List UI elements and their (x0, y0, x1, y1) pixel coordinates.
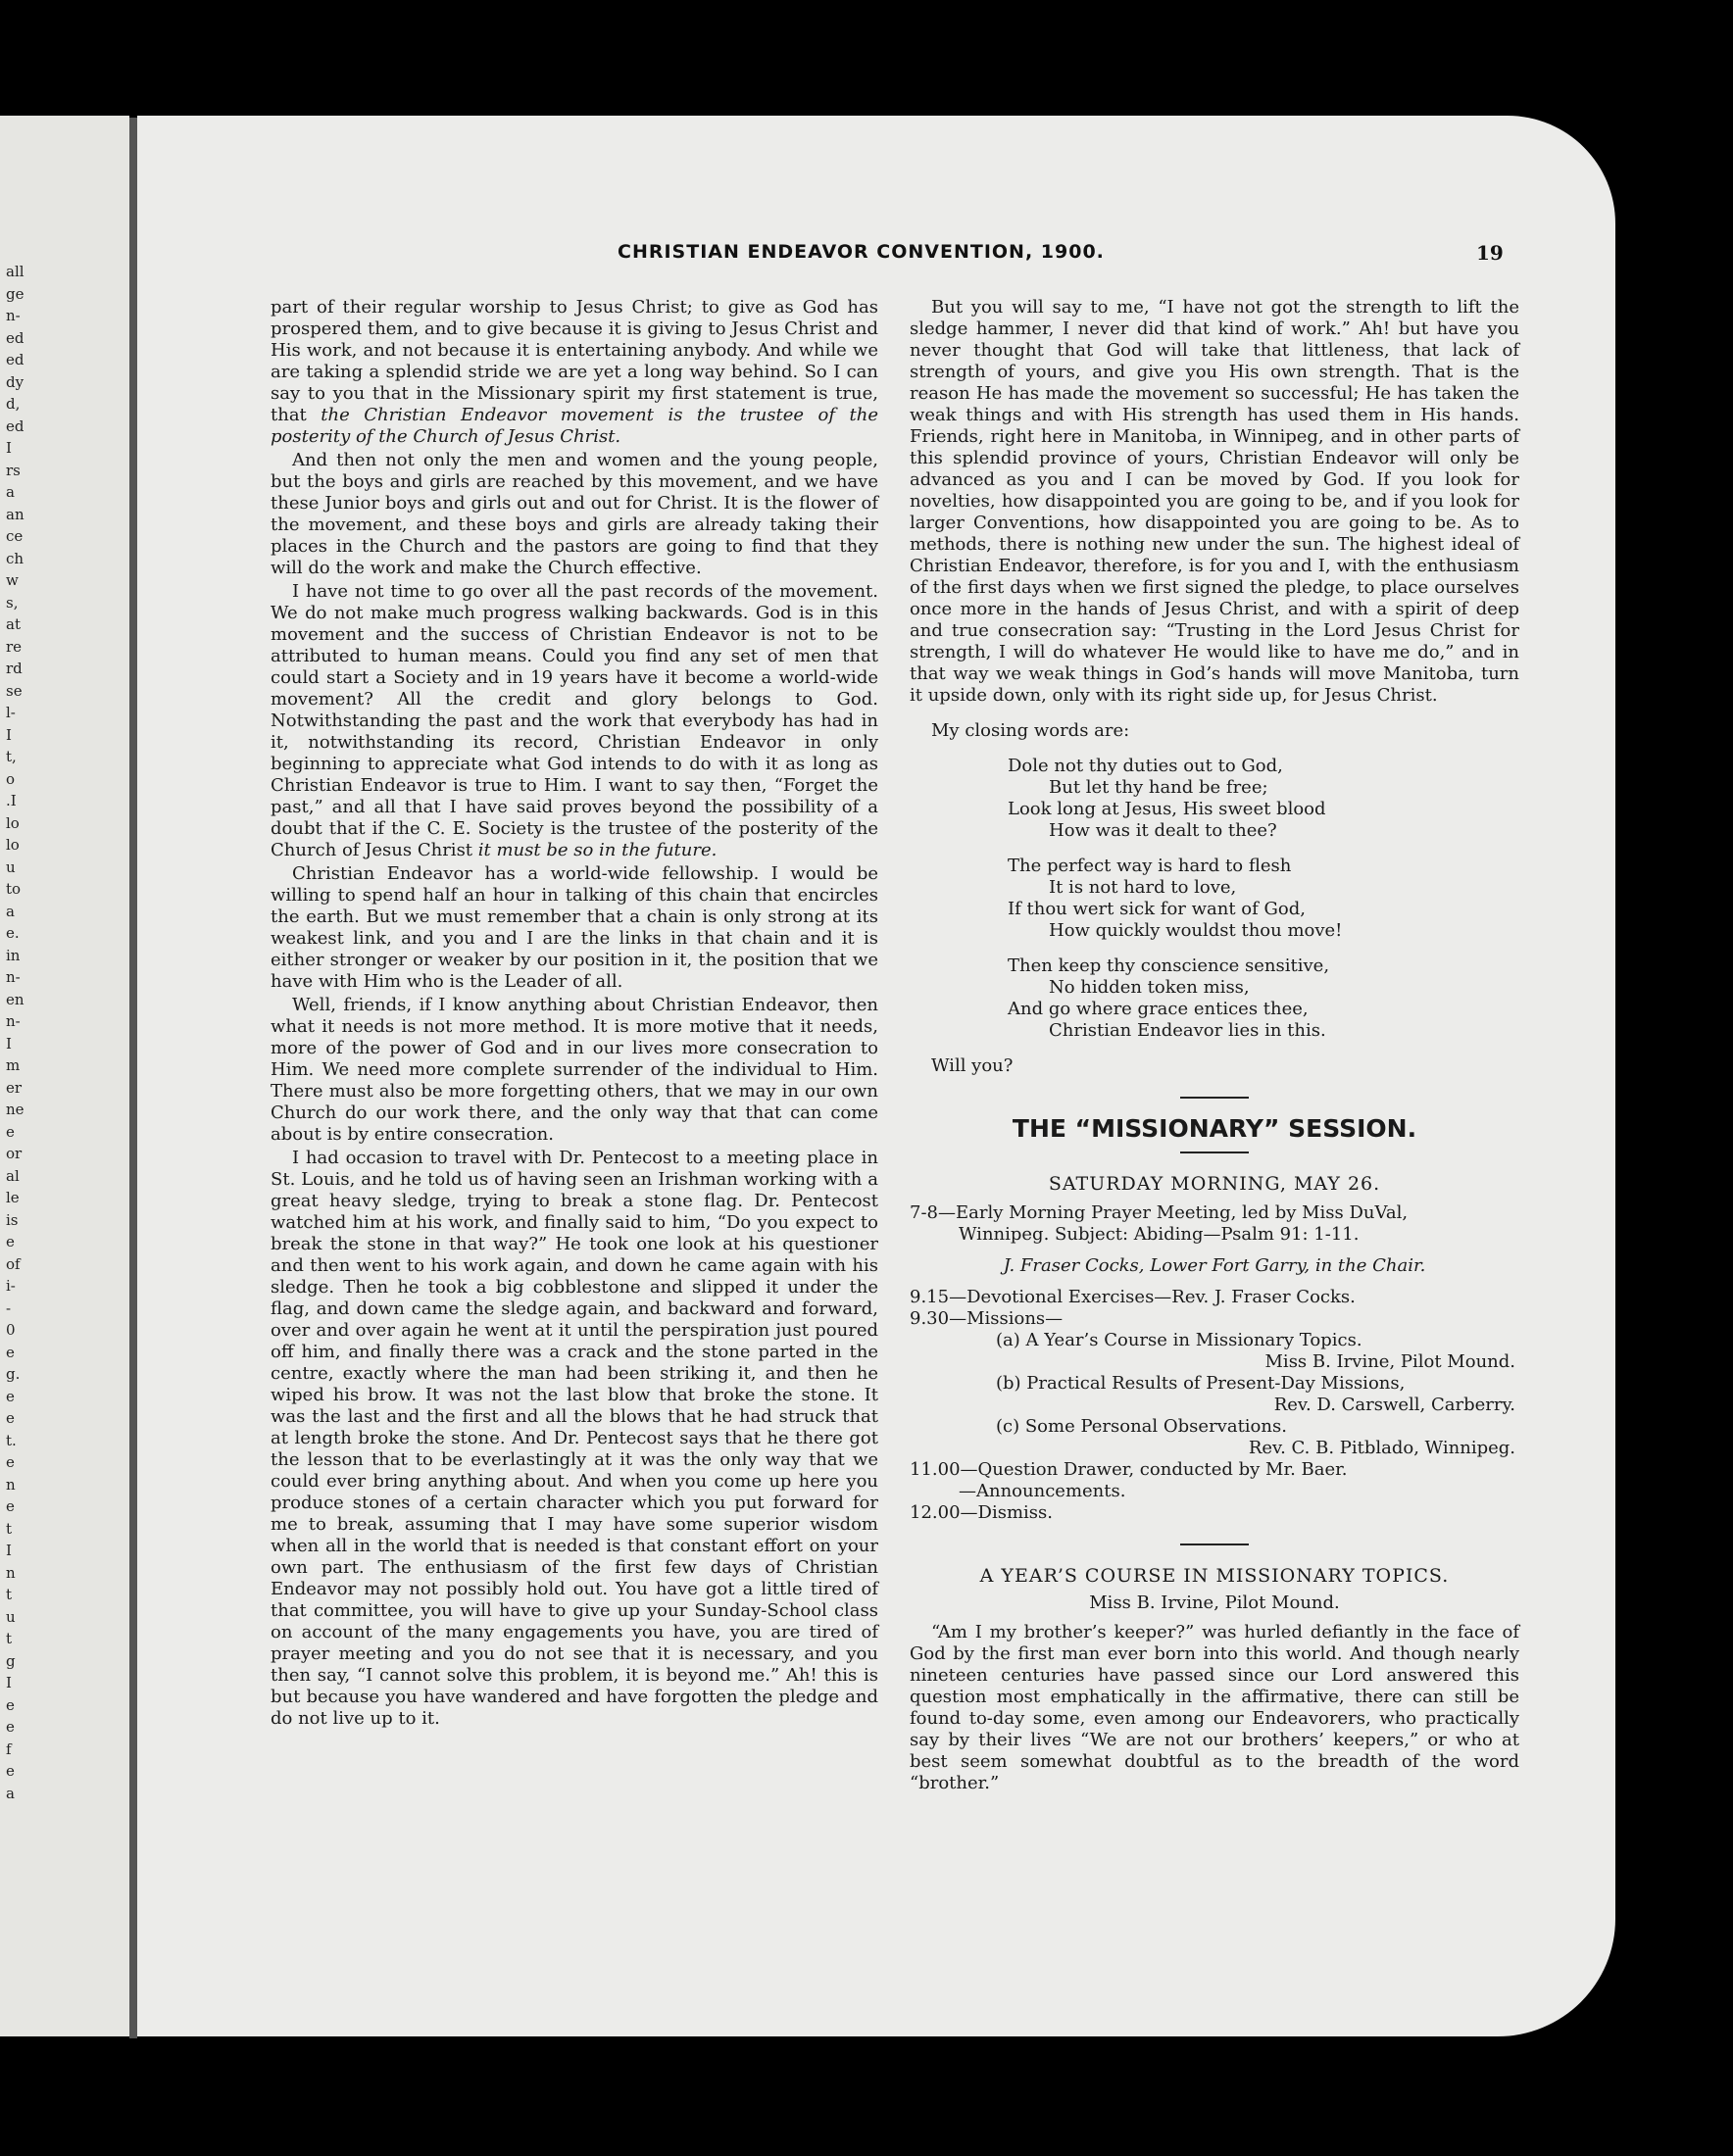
program-item: 11.00—Question Drawer, conducted by Mr. Baer. (910, 1459, 1348, 1480)
facing-page-fragment-text: ce (6, 527, 24, 545)
facing-page-fragment-text: al (6, 1166, 20, 1185)
poem-line: How quickly wouldst thou move! (1049, 920, 1343, 941)
facing-page-fragment-text: I (6, 1542, 12, 1559)
facing-page-fragment-text: o (6, 769, 16, 788)
poem-line: And go where grace entices thee, (1008, 999, 1309, 1019)
poem-stanza (1008, 756, 1519, 842)
facing-page-fragment-text: e (6, 1718, 15, 1736)
poem-line: The perfect way is hard to flesh (1008, 856, 1292, 876)
paragraph: Christian Endeavor has a world-wide fellowship. I would be willing to spend half an hour in talking of this chain that encircles the earth. But we must remember that a chain is only strong at its weakest link, and you and I are the links in that chain and it is either stronger or weaker by our position in it, the position that we have with Him who is the Leader of all. (271, 863, 878, 992)
facing-page-fragment-text: in (6, 946, 21, 964)
facing-page-fragment-text: .I (6, 792, 17, 809)
closing-line: My closing words are: (931, 720, 1130, 741)
session-title: THE “MISSIONARY” SESSION. (1012, 1114, 1417, 1143)
paragraph: part of their regular worship to Jesus Christ; to give as God has prospered them, and to give because it is giving to Jesus Christ and His work, and not because it is entertaining anybody. And while we are taking a splendid stride we are yet a long way behind. So I can say to you that in the Missionary spirit my first statement is true, that the Christian Endeavor movement is the trustee of the posterity of the Church of Jesus Christ. (271, 297, 878, 447)
program-speaker: Rev. C. B. Pitblado, Winnipeg. (1248, 1438, 1515, 1458)
facing-page-fragment-text: u (6, 1607, 16, 1626)
facing-page-fragment-text: at (6, 615, 21, 633)
facing-page-fragment-text: e (6, 1695, 15, 1714)
facing-page-fragment-text: i- (6, 1277, 16, 1295)
poem-line: Christian Endeavor lies in this. (1049, 1020, 1326, 1041)
facing-page-fragment-text: is (6, 1210, 19, 1229)
facing-page-fragment-text: n (6, 1563, 16, 1582)
facing-page-fragment-text: ge (6, 284, 25, 303)
poem-line: Look long at Jesus, His sweet blood (1008, 799, 1326, 819)
facing-page-fragment-text: dy (6, 372, 25, 391)
right-column (910, 297, 1519, 1794)
facing-page-fragment-text: e (6, 1409, 15, 1427)
facing-page-fragment-text: e (6, 1343, 15, 1361)
facing-page-fragment-text: rd (6, 660, 23, 677)
facing-page-fragment-text: u (6, 858, 16, 876)
facing-page-fragment-text: or (6, 1145, 23, 1162)
facing-page-fragment-text: t, (6, 748, 17, 765)
facing-page-fragment-text: t (6, 1519, 13, 1538)
facing-page-fragment-text: f (6, 1740, 12, 1758)
paragraph: But you will say to me, “I have not got the strength to lift the sledge hammer, I never did that kind of work.” Ah! but have you never thought that God will take that littleness, that lack of strength of yours, and give you His own strength. That is the reason He has made the movement so successful; He has taken the weak things and with His strength has used them in His hands. Friends, right here in Manitoba, in Winnipeg, and in other parts of this splendid province of yours, Christian Endeavor will only be advanced as you and I can be moved by God. If you look for novelties, how disappointed you are going to be, and if you look for larger Conventions, how disappointed you are going to be. As to methods, there is nothing new under the sun. The highest ideal of Christian Endeavor, therefore, is for you and I, with the enthusiasm of the first days when we first signed the pledge, to place ourselves once more in the hands of Jesus Christ, and with a spirit of deep and true consecration say: “Trusting in the Lord Jesus Christ for strength, I will do whatever He would like to have me do,” and in that way we weak things in God’s hands will move Manitoba, turn it upside down, only with its right side up, for Jesus Christ. (910, 297, 1519, 706)
facing-page-fragment-text: s, (6, 593, 19, 612)
poem-stanza (1008, 856, 1519, 942)
facing-page-fragment-text: se (6, 681, 23, 700)
poem-line: But let thy hand be free; (1049, 777, 1268, 798)
facing-page-fragment-text: d, (6, 395, 21, 413)
facing-page-fragment-text: g (6, 1651, 16, 1670)
facing-page-fragment-text: e (6, 1233, 15, 1250)
section-rule (1180, 1544, 1249, 1545)
facing-page-fragment-text: an (6, 505, 25, 523)
program-item-cont: —Announcements. (959, 1481, 1126, 1501)
chair-line: J. Fraser Cocks, Lower Fort Garry, in the Chair. (1003, 1255, 1426, 1276)
facing-page-fragment-text: ed (6, 328, 25, 347)
facing-page-fragment-text: n (6, 1475, 16, 1494)
facing-page-fragment-text: t (6, 1586, 13, 1603)
facing-page-fragment-text: I (6, 1674, 12, 1691)
facing-page-fragment-text: e (6, 1387, 15, 1405)
facing-page-fragment-text: e (6, 1497, 15, 1515)
facing-page-fragment-text: n- (6, 968, 21, 986)
facing-page-fragment-text: a (6, 483, 15, 501)
will-you-line: Will you? (931, 1055, 1014, 1076)
poem-line: It is not hard to love, (1049, 877, 1237, 898)
facing-page-fragment-text: 0 (6, 1321, 16, 1339)
program-subitem: (c) Some Personal Observations. (996, 1416, 1287, 1437)
facing-page-fragment-text: to (6, 880, 22, 898)
paragraph: “Am I my brother’s keeper?” was hurled defiantly in the face of God by the first man ever born into this world. And though nearly nineteen centuries have passed since our Lord answered this question most emphatically in the affirmative, there can still be found to-day some, even among our Endeavorers, who practically say by their lives “We are not our brothers’ keepers,” or who at best seem somewhat doubtful as to the breadth of the word “brother.” (910, 1622, 1519, 1793)
program-speaker: Miss B. Irvine, Pilot Mound. (1264, 1351, 1515, 1372)
program (910, 1202, 1519, 1524)
facing-page-fragment-text: g. (6, 1365, 21, 1383)
poem-line: No hidden token miss, (1049, 977, 1250, 998)
facing-page-fragment-text: of (6, 1254, 21, 1273)
poem-line: How was it dealt to thee? (1049, 820, 1277, 841)
facing-page-fragment-text: - (6, 1298, 12, 1317)
poem-line: Dole not thy duties out to God, (1008, 756, 1283, 776)
poem-stanza (1008, 956, 1519, 1042)
facing-page-fragment-text: all (6, 263, 25, 280)
poem (1008, 756, 1519, 1042)
program-subitem: (b) Practical Results of Present-Day Missions, (996, 1373, 1406, 1394)
paragraph: And then not only the men and women and the young people, but the boys and girls are reached by this movement, and we have these Junior boys and girls out and out for Christ. It is the flower of the movement, and these boys and girls are already taking their places in the Church and the pastors are going to find that they will do the work and make the Church effective. (271, 450, 878, 578)
facing-page-fragment-text: en (6, 990, 25, 1008)
facing-page-fragment-text: er (6, 1078, 23, 1097)
facing-page-fragment-text: e (6, 1122, 15, 1141)
facing-page-fragment-text: t. (6, 1431, 17, 1449)
facing-page-fragment-text: I (6, 725, 12, 744)
poem-line: Then keep thy conscience sensitive, (1008, 956, 1330, 976)
running-title: CHRISTIAN ENDEAVOR CONVENTION, 1900. (618, 241, 1105, 263)
left-column (271, 297, 878, 1730)
program-item: 9.15—Devotional Exercises—Rev. J. Fraser Cocks. (910, 1287, 1356, 1307)
facing-page-fragment-text: n- (6, 307, 21, 324)
session-date: SATURDAY MORNING, MAY 26. (1048, 1173, 1381, 1195)
facing-page-fragment-text: I (6, 1034, 12, 1053)
facing-page-fragment-text: ed (6, 416, 25, 435)
facing-page-fragment-text: ch (6, 549, 25, 567)
paragraph: I have not time to go over all the past records of the movement. We do not make much progress walking backwards. God is in this movement and the success of Christian Endeavor is not to be attributed to human means. Could you find any set of men that could start a Society and in 19 years have it become a world-wide movement? All the credit and glory belongs to God. Notwithstanding the past and the work that everybody has had in it, notwithstanding its record, Christian Endeavor in only beginning to appreciate what God intends to do with it as long as Christian Endeavor is true to Him. I want to say then, “Forget the past,” and all that I have said proves beyond the possibility of a doubt that if the C. E. Society is the trustee of the posterity of the Church of Jesus Christ it must be so in the future. (271, 581, 878, 860)
section-rule (1180, 1152, 1249, 1153)
facing-page-fragment-text: I (6, 439, 12, 457)
paragraph: I had occasion to travel with Dr. Pentecost to a meeting place in St. Louis, and he told us of having seen an Irishman working with a great heavy sledge, trying to break a stone flag. Dr. Pentecost watched him at his work, and finally said to him, “Do you expect to break the stone in that way?” He took one look at his questioner and then went to his work again, and down he came again with his sledge. Then he took a big cobblestone and slipped it under the flag, and down came the sledge again, and backward and forward, over and over again he went at it until the perspiration just poured off him, and finally there was a crack and the stone parted in the centre, exactly where the man had been striking it, and then he wiped his brow. It was not the last blow that broke the stone. It was the last and the first and all the blows that he had struck that at length broke the stone. And Dr. Pentecost says that he there got the lesson that to be everlastingly at it was the only way that we could ever bring anything about. And when you come up here you produce stones of a certain character which you put forward for me to break, assuming that I may have some superior wisdom when all in the world that is needed is that constant effort on your own part. The enthusiasm of the first few days of Christian Endeavor may not possibly hold out. You have got a little tired of that committee, you will have to give up your Sunday-School class on account of the many engagements you have, you are tired of prayer meeting and you do not see that it is necessary, and you then say, “I cannot solve this problem, it is beyond me.” Ah! this is but because you have wandered and have forgotten the pledge and do not live up to it. (271, 1148, 878, 1729)
program-subitem: (a) A Year’s Course in Missionary Topics. (996, 1330, 1362, 1350)
facing-page-fragment-text: t (6, 1630, 13, 1647)
facing-page-fragment-text: l- (6, 704, 16, 721)
program-item: 12.00—Dismiss. (910, 1502, 1053, 1523)
program-speaker: Rev. D. Carswell, Carberry. (1273, 1395, 1515, 1415)
poem-line: If thou wert sick for want of God, (1008, 899, 1306, 919)
paragraph: Well, friends, if I know anything about Christian Endeavor, then what it needs is not more method. It is more motive that it needs, more of the power of God and in our lives more consecration to Him. We need more complete surrender of the individual to Him. There must also be more forgetting others, that we may in our own Church do our work there, and the only way that that can come about is by entire consecration. (271, 995, 878, 1145)
facing-page-fragment-text: ne (6, 1101, 25, 1118)
facing-page-fragment-text: lo (6, 813, 20, 832)
facing-page-fragment-text: ed (6, 351, 25, 368)
section-rule (1180, 1097, 1249, 1099)
program-item: 9.30—Missions— (910, 1308, 1064, 1329)
facing-page-fragment-text: rs (6, 461, 21, 479)
facing-page-fragment-text: lo (6, 836, 20, 854)
facing-page-fragment-text: le (6, 1189, 20, 1206)
page-number: 19 (1476, 241, 1504, 265)
topic-title: A YEAR’S COURSE IN MISSIONARY TOPICS. (979, 1565, 1450, 1587)
program-item-cont: Winnipeg. Subject: Abiding—Psalm 91: 1-11. (959, 1224, 1360, 1245)
program-item: 7-8—Early Morning Prayer Meeting, led by Miss DuVal, (910, 1202, 1409, 1223)
facing-page-fragment-text: w (6, 571, 19, 589)
facing-page-fragment-text: m (6, 1056, 21, 1074)
facing-page-fragment-text: n- (6, 1012, 21, 1030)
facing-page-fragment-text: e (6, 1762, 15, 1780)
facing-page-fragment-text: a (6, 1784, 15, 1802)
facing-page-fragment-text: e. (6, 924, 20, 942)
facing-page-fragment-text: a (6, 902, 15, 920)
topic-author: Miss B. Irvine, Pilot Mound. (1089, 1592, 1340, 1613)
facing-page-fragment-text: e (6, 1453, 15, 1471)
facing-page-fragment-text: re (6, 637, 23, 656)
